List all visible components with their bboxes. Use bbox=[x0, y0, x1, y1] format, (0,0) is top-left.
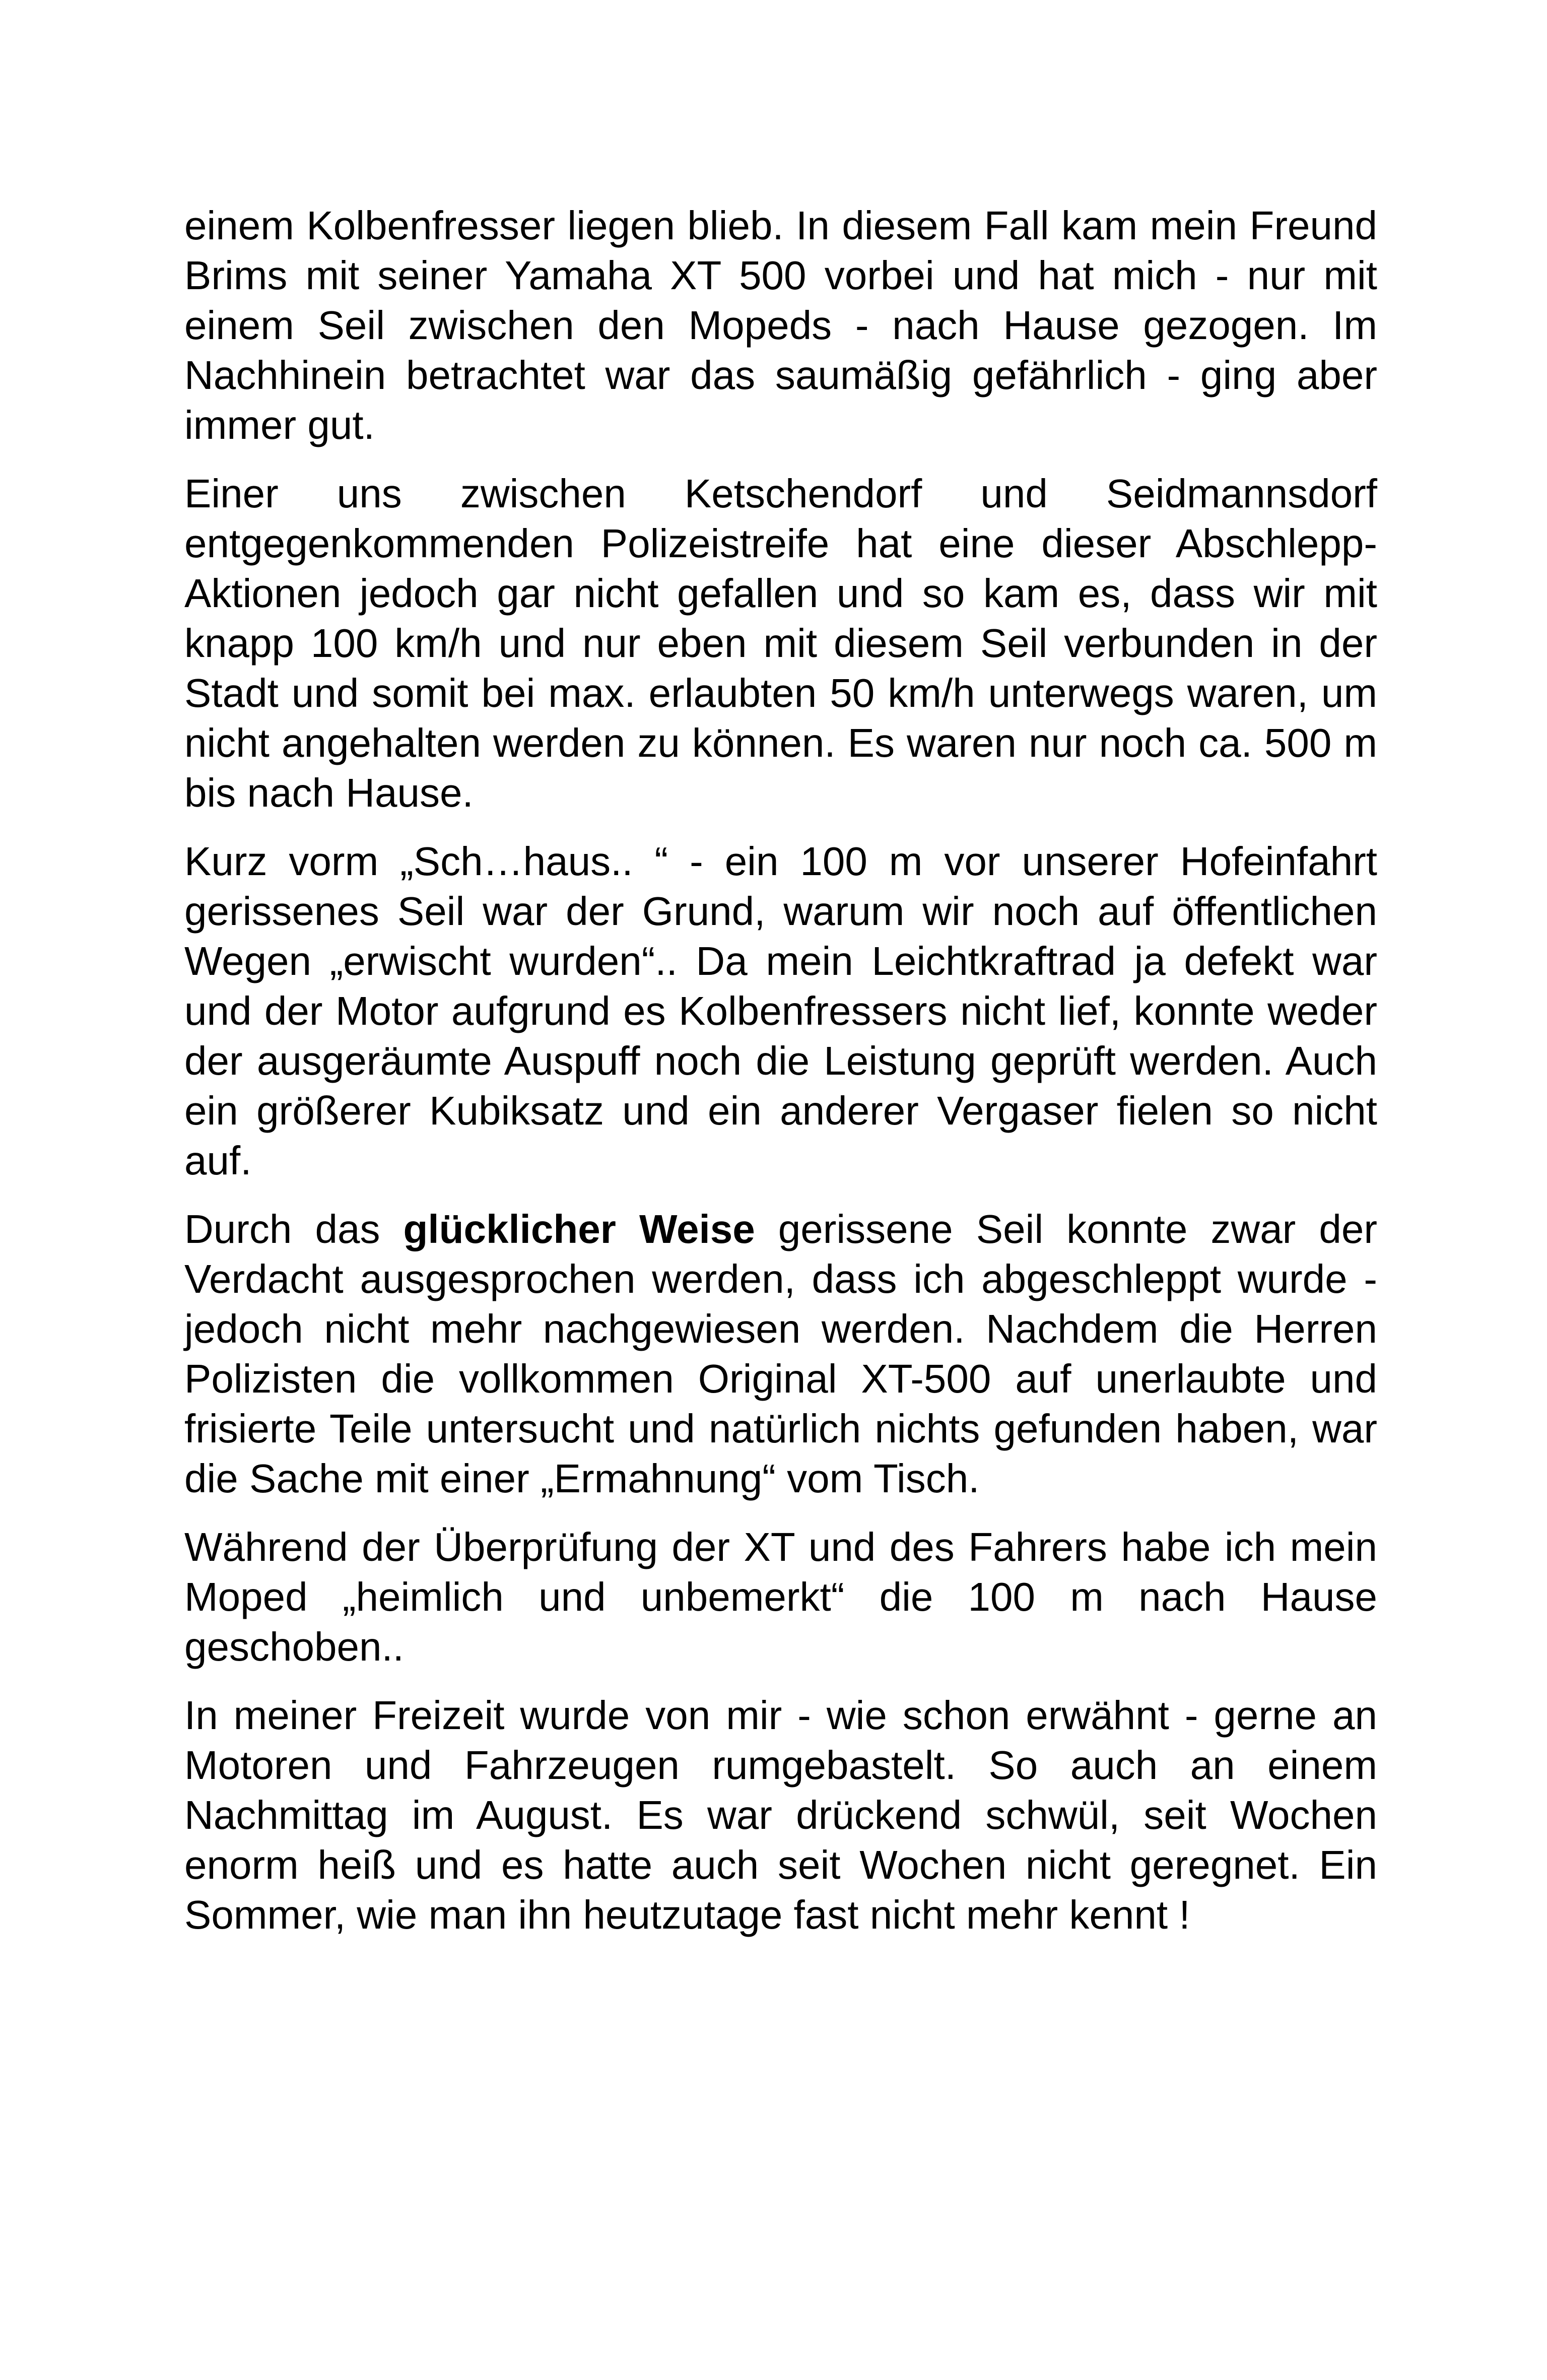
body-text bbox=[184, 201, 1377, 1958]
paragraph-2: Einer uns zwischen Ketschendorf und Seidmannsdorf entgegenkommenden Polizeistreife hat eine dieser Abschlepp-Aktionen jedoch gar nicht gefallen und so kam es, dass wir mit knapp 100 km/h und nur eben mit diesem Seil verbunden in der Stadt und somit bei max. erlaubten 50 km/h unterwegs waren, um nicht angehalten werden zu können. Es waren nur noch ca. 500 m bis nach Hause. bbox=[184, 471, 1377, 815]
paragraph-3: Kurz vorm „Sch…haus.. “ - ein 100 m vor unserer Hofeinfahrt gerissenes Seil war der Grund, warum wir noch auf öffentlichen Wegen „erwischt wurden“.. Da mein Leichtkraftrad ja defekt war und der Motor aufgrund es Kolbenfressers nicht lief, konnte weder der ausgeräumte Auspuff noch die Leistung geprüft werden. Auch ein größerer Kubiksatz und ein anderer Vergaser fielen so nicht auf. bbox=[184, 839, 1377, 1183]
paragraph-4-lead: Durch das bbox=[184, 1207, 403, 1251]
bold-emphasis: glücklicher Weise bbox=[403, 1207, 755, 1251]
paragraph-6: In meiner Freizeit wurde von mir - wie schon erwähnt - gerne an Motoren und Fahrzeugen rumgebastelt. So auch an einem Nachmittag im August. Es war drückend schwül, seit Wochen enorm heiß und es hatte auch seit Wochen nicht geregnet. Ein Sommer, wie man ihn heutzutage fast nicht mehr kennt ! bbox=[184, 1693, 1377, 1937]
paragraph-4 bbox=[184, 1204, 1377, 1503]
paragraph-1: einem Kolbenfresser liegen blieb. In diesem Fall kam mein Freund Brims mit seiner Yamaha XT 500 vorbei und hat mich - nur mit einem Seil zwischen den Mopeds - nach Hause gezogen. Im Nachhinein betrachtet war das saumäßig gefährlich - ging aber immer gut. bbox=[184, 203, 1377, 447]
paragraph-5: Während der Überprüfung der XT und des Fahrers habe ich mein Moped „heimlich und unbemerkt“ die 100 m nach Hause geschoben.. bbox=[184, 1525, 1377, 1669]
paragraph-4-rest: gerissene Seil konnte zwar der Verdacht ausgesprochen werden, dass ich abgeschleppt wurde - jedoch nicht mehr nachgewiesen werden. Nachdem die Herren Polizisten die vollkommen Original XT-500 auf unerlaubte und frisierte Teile untersucht und natürlich nichts gefunden haben, war die Sache mit einer „Ermahnung“ vom Tisch. bbox=[184, 1207, 1378, 1501]
